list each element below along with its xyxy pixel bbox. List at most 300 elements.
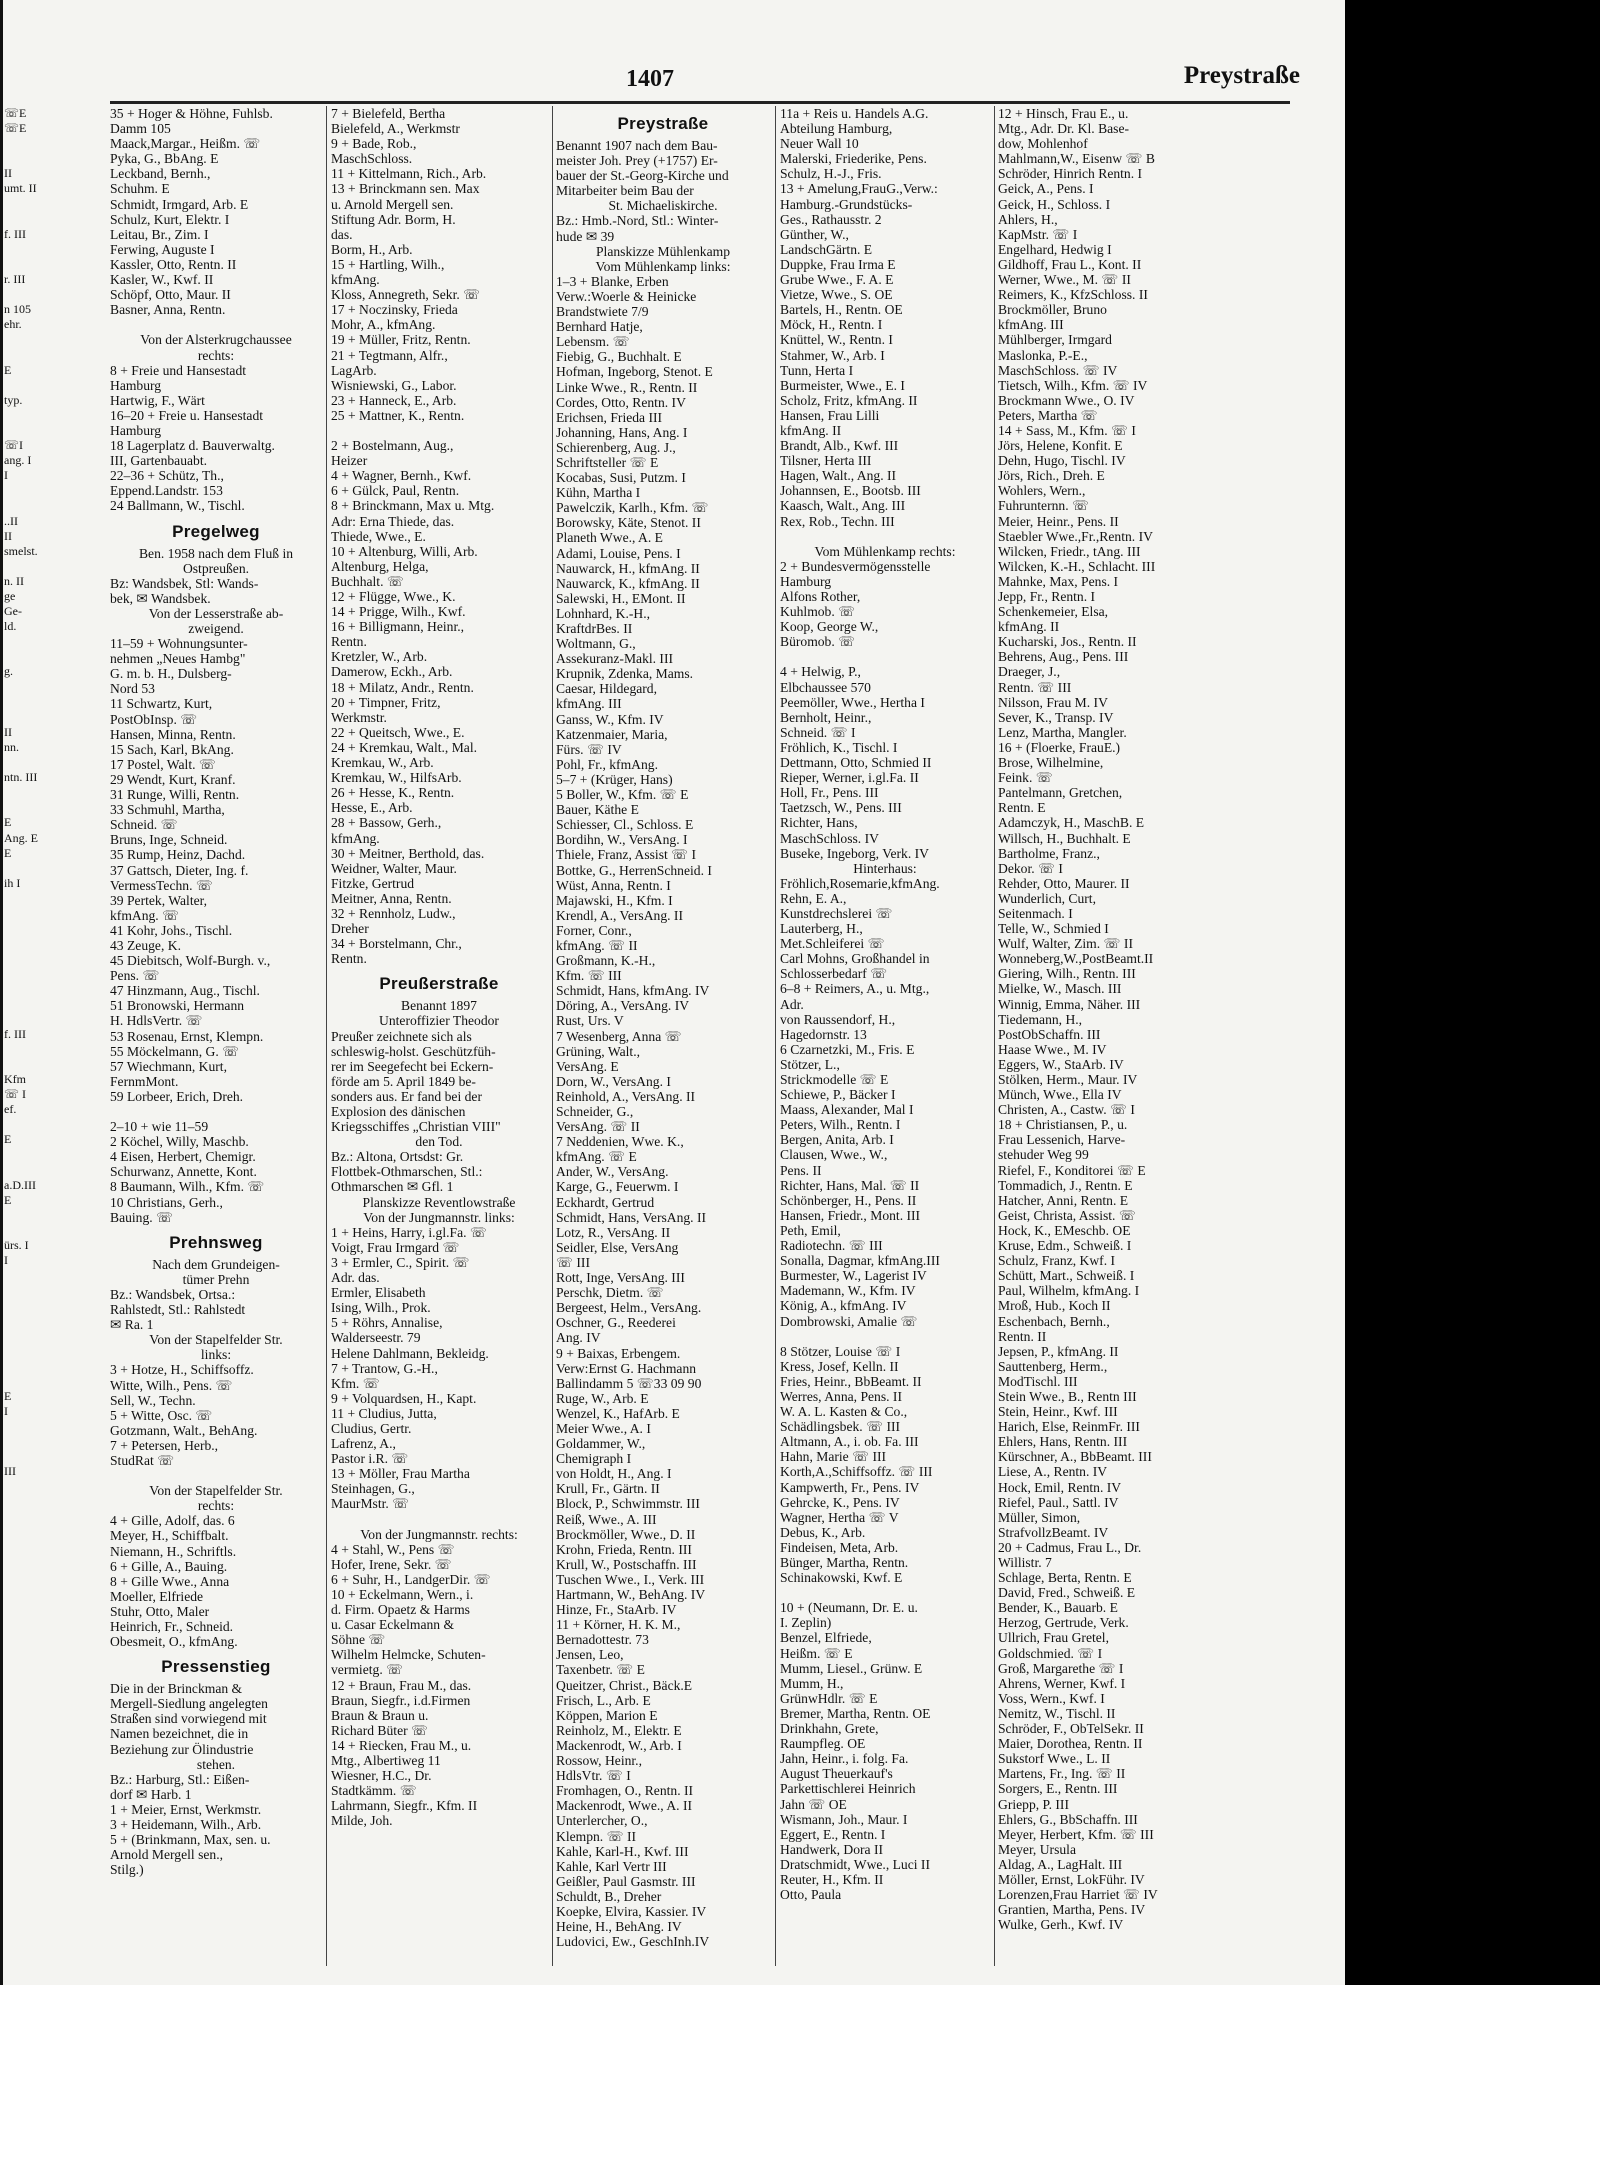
margin-fragment xyxy=(4,242,24,257)
directory-line: Mademann, W., Kfm. IV xyxy=(780,1283,916,1299)
blank-line xyxy=(331,423,547,438)
directory-line: Giering, Wilh., Rentn. III xyxy=(998,966,1136,982)
directory-line: 37 Gattsch, Dieter, Ing. f. xyxy=(110,862,249,878)
directory-line: Möck, H., Rentn. I xyxy=(780,317,883,333)
margin-fragment xyxy=(4,936,24,951)
directory-line: hude ✉ 39 xyxy=(556,228,615,244)
directory-line: Sever, K., Transp. IV xyxy=(998,709,1114,725)
directory-line: 11–59 + Wohnungsunter- xyxy=(110,636,248,652)
directory-line: Mackenrodt, Wwe., A. II xyxy=(556,1798,693,1814)
street-heading: Preystraße xyxy=(617,114,709,133)
margin-fragment: f. III xyxy=(4,1026,26,1041)
directory-line: Clausen, Wwe., W., xyxy=(780,1147,888,1163)
directory-line: Söhne ☏ xyxy=(331,1632,386,1648)
directory-line: Schuldt, B., Dreher xyxy=(556,1888,662,1904)
directory-line: Mühlberger, Irmgard xyxy=(998,332,1112,348)
margin-fragment xyxy=(4,483,24,498)
directory-line: St. Michaeliskirche. xyxy=(608,198,718,214)
directory-line: 18 + Milatz, Andr., Rentn. xyxy=(331,679,474,695)
directory-line: Arnold Mergell sen., xyxy=(110,1847,224,1863)
directory-line: 2–10 + wie 11–59 xyxy=(110,1119,209,1135)
directory-line: 5 + (Brinkmann, Max, sen. u. xyxy=(110,1832,271,1848)
directory-line: Tuschen Wwe., I., Verk. III xyxy=(556,1571,705,1587)
directory-line: König, A., kfmAng. IV xyxy=(780,1298,907,1314)
directory-line: Duppke, Frau Irma E xyxy=(780,256,896,272)
directory-line: Kassler, Otto, Rentn. II xyxy=(110,256,237,272)
directory-line: 14 + Riecken, Frau M., u. xyxy=(331,1737,472,1753)
margin-fragment xyxy=(4,997,24,1012)
directory-line: 11 Schwartz, Kurt, xyxy=(110,696,213,712)
directory-line: Reiß, Wwe., A. III xyxy=(556,1511,657,1527)
directory-line: HdlsVtr. ☏ I xyxy=(556,1768,631,1784)
directory-line: Moeller, Elfriede xyxy=(110,1588,204,1604)
directory-line: 13 + Brinckmann sen. Max xyxy=(331,181,480,197)
directory-line: Bz.: Harburg, Stl.: Eißen- xyxy=(110,1771,250,1787)
directory-line: Heizer xyxy=(331,453,368,469)
margin-fragment xyxy=(4,1434,24,1449)
directory-line: Dekor. ☏ I xyxy=(998,860,1063,876)
directory-line: 22 + Queitsch, Wwe., E. xyxy=(331,724,465,740)
directory-line: Adr. xyxy=(780,996,804,1012)
directory-line: 10 + Eckelmann, Wern., i. xyxy=(331,1587,474,1602)
directory-line: Jepsen, P., kfmAng. II xyxy=(998,1343,1119,1359)
directory-line: Goldschmied. ☏ I xyxy=(998,1645,1103,1661)
directory-line: Fromhagen, O., Rentn. II xyxy=(556,1783,694,1799)
directory-line: Bordihn, W., VersAng. I xyxy=(556,832,688,848)
directory-line: Mielke, W., Masch. III xyxy=(998,981,1122,997)
directory-line: Herzog, Gertrude, Verk. xyxy=(998,1615,1129,1631)
directory-line: Lahrmann, Siegfr., Kfm. II xyxy=(331,1798,478,1814)
margin-fragment: f. III xyxy=(4,226,26,241)
directory-line: Verw.:Woerle & Heinicke xyxy=(556,288,697,304)
directory-line: Sonalla, Dagmar, kfmAng.III xyxy=(780,1253,940,1269)
directory-line: Brockmöller, Wwe., D. II xyxy=(556,1526,696,1542)
directory-line: Woltmann, G., xyxy=(556,636,636,652)
directory-line: Christen, A., Castw. ☏ I xyxy=(998,1102,1135,1118)
directory-line: Rossow, Heinr., xyxy=(556,1753,642,1769)
directory-line: Reuter, H., Kfm. II xyxy=(780,1871,884,1887)
margin-fragment xyxy=(4,151,24,166)
directory-line: Reinholz, M., Elektr. E xyxy=(556,1722,682,1738)
directory-line: 6 Czarnetzki, M., Fris. E xyxy=(780,1041,915,1057)
directory-line: Fuhrunternn. ☏ xyxy=(998,498,1090,514)
directory-line: Schmidt, Irmgard, Arb. E xyxy=(110,196,249,212)
directory-line: schleswig-holst. Geschützfüh- xyxy=(331,1043,496,1059)
directory-line: Carl Mohns, Großhandel in xyxy=(780,951,930,967)
directory-line: 14 + Sass, M., Kfm. ☏ I xyxy=(998,422,1136,438)
margin-fragment: ge xyxy=(4,589,16,603)
directory-line: Adamczyk, H., MaschB. E xyxy=(998,815,1145,831)
directory-line: kfmAng. III xyxy=(556,696,622,712)
directory-line: 4 Eisen, Herbert, Chemigr. xyxy=(110,1149,256,1165)
directory-line: Hagedornstr. 13 xyxy=(780,1026,867,1042)
directory-line: Bernholt, Heinr., xyxy=(780,709,872,725)
directory-line: 26 + Hesse, K., Rentn. xyxy=(331,785,455,801)
directory-line: Pastor i.R. ☏ xyxy=(331,1451,409,1467)
directory-line: Unterlercher, O., xyxy=(556,1813,648,1829)
margin-fragment xyxy=(4,966,24,981)
directory-line: ☏ III xyxy=(556,1254,590,1270)
directory-line: Braun & Braun u. xyxy=(331,1707,429,1723)
directory-line: 35 Rump, Heinz, Dachd. xyxy=(110,847,246,863)
directory-line: 8 Stötzer, Louise ☏ I xyxy=(780,1343,901,1359)
directory-line: Walderseestr. 79 xyxy=(331,1330,421,1346)
directory-line: 47 Hinzmann, Aug., Tischl. xyxy=(110,983,260,999)
directory-line: 9 + Volquardsen, H., Kapt. xyxy=(331,1390,477,1406)
blank-line xyxy=(780,1585,990,1600)
directory-line: Perschk, Dietm. ☏ xyxy=(556,1285,664,1301)
directory-line: 8 Baumann, Wilh., Kfm. ☏ xyxy=(110,1179,265,1195)
directory-line: Hamburg xyxy=(110,377,162,393)
directory-line: 24 + Kremkau, Walt., Mal. xyxy=(331,739,478,755)
directory-line: Hartwig, F., Wärt xyxy=(110,392,205,408)
directory-line: PostObInsp. ☏ xyxy=(110,711,198,727)
directory-line: 19 + Müller, Fritz, Rentn. xyxy=(331,332,471,348)
margin-fragment xyxy=(4,1208,24,1223)
directory-line: 23 + Hanneck, E., Arb. xyxy=(331,392,457,408)
directory-line: Mroß, Hub., Koch II xyxy=(998,1298,1111,1314)
directory-line: Richard Büter ☏ xyxy=(331,1722,429,1738)
directory-line: 16 + (Floerke, FrauE.) xyxy=(998,739,1121,755)
directory-line: 9 + Bade, Rob., xyxy=(331,136,417,152)
column-5 xyxy=(998,106,1210,1971)
directory-line: Weidner, Walter, Maur. xyxy=(331,860,457,876)
directory-line: Borowsky, Käte, Stenot. II xyxy=(556,515,701,531)
directory-line: förde am 5. April 1849 be- xyxy=(331,1073,476,1089)
bottom-blank-area xyxy=(0,1985,1600,2177)
directory-line: Hartmann, W., BehAng. IV xyxy=(556,1587,706,1602)
directory-line: Nilsson, Frau M. IV xyxy=(998,694,1108,710)
directory-line: Eggers, W., StaArb. IV xyxy=(998,1056,1124,1072)
directory-line: Münch, Wwe., Ella IV xyxy=(998,1087,1122,1103)
directory-line: Goldammer, W., xyxy=(556,1436,646,1452)
directory-line: Bartels, H., Rentn. OE xyxy=(780,302,903,318)
directory-line: Winnig, Emma, Näher. III xyxy=(998,996,1141,1012)
directory-line: Paul, Wilhelm, kfmAng. I xyxy=(998,1283,1140,1299)
directory-line: Hansen, Friedr., Mont. III xyxy=(780,1207,921,1223)
directory-line: Büromob. ☏ xyxy=(780,634,856,650)
directory-line: Lafrenz, A., xyxy=(331,1436,396,1452)
margin-fragment: E xyxy=(4,1388,12,1403)
column-separator xyxy=(552,106,553,1966)
margin-fragment: ld. xyxy=(4,619,17,634)
column-separator xyxy=(326,106,327,1966)
directory-line: Taetzsch, W., Pens. III xyxy=(780,800,902,816)
directory-line: Burmeister, Wwe., E. I xyxy=(780,377,905,393)
directory-line: Schneid. ☏ xyxy=(110,817,178,833)
directory-line: Martens, Fr., Ing. ☏ II xyxy=(998,1766,1126,1782)
directory-line: Lorenzen,Frau Harriet ☏ IV xyxy=(998,1887,1158,1903)
directory-line: Fiebig, G., Buchhalt. E xyxy=(556,349,682,365)
directory-line: 29 Wendt, Kurt, Kranf. xyxy=(110,771,236,787)
column-separator xyxy=(994,106,995,1966)
margin-fragment xyxy=(4,891,24,906)
directory-line: von Raussendorf, H., xyxy=(780,1011,896,1027)
directory-line: Knüttel, W., Rentn. I xyxy=(780,332,893,348)
margin-fragment: ☏E xyxy=(4,106,27,120)
directory-line: Jörs, Rich., Dreh. E xyxy=(998,468,1105,484)
blank-line xyxy=(110,1468,322,1483)
directory-line: Handwerk, Dora II xyxy=(780,1841,884,1857)
margin-fragment: ..II xyxy=(4,513,18,528)
directory-line: Engelhard, Hedwig I xyxy=(998,241,1112,257)
directory-line: 30 + Meitner, Berthold, das. xyxy=(331,845,485,861)
directory-line: Bergeest, Helm., VersAng. xyxy=(556,1300,702,1316)
directory-line: u. Arnold Mergell sen. xyxy=(331,196,454,212)
directory-line: Schiesser, Cl., Schloss. E xyxy=(556,817,694,833)
directory-line: Stadtkämm. ☏ xyxy=(331,1783,417,1799)
directory-line: I. Zeplin) xyxy=(780,1615,832,1631)
page-left-edge xyxy=(0,0,3,1985)
directory-line: Schurwanz, Annette, Kont. xyxy=(110,1164,257,1180)
directory-line: MaschSchloss. ☏ IV xyxy=(998,362,1118,378)
directory-line: Taxenbetr. ☏ E xyxy=(556,1662,645,1678)
directory-line: Döring, A., VersAng. IV xyxy=(556,998,690,1014)
directory-line: Wunderlich, Curt, xyxy=(998,890,1096,906)
directory-line: Grube Wwe., F. A. E xyxy=(780,272,894,288)
directory-line: Tunn, Herta I xyxy=(780,362,854,378)
directory-line: Möller, Ernst, LokFühr. IV xyxy=(998,1871,1145,1887)
directory-line: Peters, Martha ☏ xyxy=(998,407,1098,423)
directory-line: 10 Christians, Gerh., xyxy=(110,1194,223,1210)
directory-line: Strickmodelle ☏ E xyxy=(780,1072,889,1087)
directory-line: d. Firm. Opaetz & Harms xyxy=(331,1602,470,1618)
directory-line: Lenz, Martha, Mangler. xyxy=(998,724,1127,740)
blank-line xyxy=(331,1512,547,1527)
directory-line: 34 + Borstelmann, Chr., xyxy=(331,936,462,952)
directory-line: 1–3 + Blanke, Erben xyxy=(556,273,669,289)
directory-line: 16–20 + Freie u. Hansestadt xyxy=(110,407,264,423)
directory-line: Maslonka, P.-E., xyxy=(998,347,1088,363)
directory-line: Rahlstedt, Stl.: Rahlstedt xyxy=(110,1302,246,1318)
directory-line: Pens. II xyxy=(780,1162,822,1178)
directory-line: Riefel, Paul., Sattl. IV xyxy=(998,1494,1119,1510)
margin-fragment: E xyxy=(4,362,12,377)
margin-fragment xyxy=(4,695,24,710)
margin-fragment xyxy=(4,1374,24,1389)
directory-line: 13 + Amelung,FrauG.,Verw.: xyxy=(780,181,938,197)
directory-line: Meyer, Herbert, Kfm. ☏ III xyxy=(998,1826,1154,1842)
directory-line: Von der Stapelfelder Str. xyxy=(149,1483,283,1499)
directory-line: Steinhagen, G., xyxy=(331,1481,415,1497)
directory-line: Linke Wwe., R., Rentn. II xyxy=(556,379,698,395)
directory-line: Borm, H., Arb. xyxy=(331,241,413,257)
directory-line: 20 + Timpner, Fritz, xyxy=(331,694,441,710)
directory-line: Geißler, Paul Gasmstr. III xyxy=(556,1873,696,1889)
directory-line: Draeger, J., xyxy=(998,664,1061,680)
directory-line: Schütt, Mart., Schweiß. I xyxy=(998,1268,1135,1284)
directory-line: Ehlers, Hans, Rentn. III xyxy=(998,1434,1128,1450)
directory-line: 25 + Mattner, K., Rentn. xyxy=(331,407,465,423)
directory-line: Korth,A.,Schiffsoffz. ☏ III xyxy=(780,1464,933,1480)
directory-line: kfmAng. ☏ II xyxy=(556,937,638,953)
margin-fragment xyxy=(4,906,24,921)
directory-line: Ostpreußen. xyxy=(182,560,250,576)
margin-fragment xyxy=(4,1419,24,1434)
directory-line: 22–36 + Schütz, Th., xyxy=(110,468,224,484)
directory-line: 21 + Tegtmann, Alfr., xyxy=(331,347,448,363)
directory-line: Wilcken, K.-H., Schlacht. III xyxy=(998,558,1156,574)
directory-line: Grantien, Martha, Pens. IV xyxy=(998,1902,1146,1918)
scanner-black-band xyxy=(1345,0,1600,1985)
directory-line: Dettmann, Otto, Schmied II xyxy=(780,755,932,771)
directory-line: 32 + Rennholz, Ludw., xyxy=(331,905,456,921)
directory-line: Rust, Urs. V xyxy=(556,1013,624,1029)
directory-line: Forner, Conr., xyxy=(556,922,632,938)
directory-line: Maier, Dorothea, Rentn. II xyxy=(998,1736,1143,1752)
directory-line: StrafvollzBeamt. IV xyxy=(998,1524,1109,1540)
margin-fragment xyxy=(4,710,24,725)
directory-line: MaschSchloss. xyxy=(331,151,413,167)
directory-line: Schulz, H.-J., Fris. xyxy=(780,166,882,182)
directory-line: 17 + Noczinsky, Frieda xyxy=(331,302,458,318)
margin-fragment xyxy=(4,649,24,664)
directory-line: Burmester, W., Lagerist IV xyxy=(780,1268,927,1284)
margin-fragment: n 105 xyxy=(4,302,31,317)
directory-line: Kuhlmob. ☏ xyxy=(780,604,856,620)
directory-line: Findeisen, Meta, Arb. xyxy=(780,1539,899,1555)
directory-line: Leckband, Bernh., xyxy=(110,166,211,182)
margin-fragment: ih I xyxy=(4,875,21,890)
directory-line: Bz.: Hmb.-Nord, Stl.: Winter- xyxy=(556,213,719,229)
margin-fragment xyxy=(4,498,24,513)
margin-fragment xyxy=(4,1359,24,1374)
street-heading: Prehnsweg xyxy=(169,1232,263,1252)
directory-line: Seitenmach. I xyxy=(998,905,1073,921)
directory-line: kfmAng. III xyxy=(998,317,1064,333)
margin-fragment xyxy=(4,800,24,815)
directory-line: KraftdrBes. II xyxy=(556,621,633,636)
directory-line: Rex, Rob., Techn. III xyxy=(780,513,895,529)
directory-line: Schröder, F., ObTelSekr. II xyxy=(998,1721,1144,1737)
directory-line: Dehn, Hugo, Tischl. IV xyxy=(998,453,1126,469)
directory-line: 5–7 + (Krüger, Hans) xyxy=(556,771,673,787)
directory-line: Stilg.) xyxy=(110,1862,144,1878)
directory-line: Rentn. II xyxy=(998,1328,1047,1344)
directory-line: Von der Stapelfelder Str. xyxy=(149,1332,283,1348)
directory-line: 12 + Braun, Frau M., das. xyxy=(331,1677,472,1693)
directory-line: 3 + Heidemann, Wilh., Arb. xyxy=(110,1817,262,1833)
directory-line: 41 Kohr, Johs., Tischl. xyxy=(110,922,233,938)
margin-fragment xyxy=(4,785,24,800)
directory-line: Bz.: Altona, Ortsdst: Gr. xyxy=(331,1149,464,1165)
directory-line: 8 + Freie und Hansestadt xyxy=(110,362,247,378)
directory-line: 3 + Ermler, C., Spirit. ☏ xyxy=(331,1254,470,1270)
directory-line: Obesmeit, O., kfmAng. xyxy=(110,1634,238,1650)
directory-line: Heinrich, Fr., Schneid. xyxy=(110,1619,234,1634)
directory-line: Krohn, Frieda, Rentn. III xyxy=(556,1541,692,1557)
directory-line: Drinkhahn, Grete, xyxy=(780,1721,879,1737)
directory-line: Salewski, H., EMont. II xyxy=(556,590,686,606)
directory-line: Mackenrodt, W., Arb. I xyxy=(556,1737,682,1753)
directory-line: Meier, Heinr., Pens. II xyxy=(998,513,1119,529)
directory-line: Feink. ☏ xyxy=(998,770,1053,786)
directory-line: Schneid. ☏ I xyxy=(780,724,856,740)
directory-line: Peemöller, Wwe., Hertha I xyxy=(780,694,925,710)
directory-line: Schröder, Hinrich Rentn. I xyxy=(998,166,1143,182)
directory-line: Lauterberg, H., xyxy=(780,921,863,937)
directory-line: Nauwarck, K., kfmAng. II xyxy=(556,575,700,591)
margin-fragment: ☏I xyxy=(4,438,24,453)
directory-line: Heine, H., BehAng. IV xyxy=(556,1919,682,1935)
directory-line: Jahn ☏ OE xyxy=(780,1796,847,1812)
street-heading: Preußerstraße xyxy=(379,974,499,994)
directory-line: Otto, Paula xyxy=(780,1887,842,1903)
directory-line: Fries, Heinr., BbBeamt. II xyxy=(780,1373,922,1389)
directory-line: Rentn. ☏ III xyxy=(998,679,1072,695)
directory-line: Basner, Anna, Rentn. xyxy=(110,302,226,318)
directory-line: kfmAng. II xyxy=(780,422,842,438)
margin-fragment xyxy=(4,1298,24,1313)
directory-line: Pens. ☏ xyxy=(110,968,160,984)
margin-fragment: ☏ I xyxy=(4,1087,27,1102)
margin-fragment xyxy=(4,1268,24,1283)
margin-fragment xyxy=(4,408,24,423)
margin-fragment xyxy=(4,1042,24,1057)
directory-line: Nord 53 xyxy=(110,681,155,697)
directory-line: Johanning, Hans, Ang. I xyxy=(556,424,688,440)
directory-line: Hansen, Frau Lilli xyxy=(780,407,880,423)
directory-line: Schmidt, Hans, VersAng. II xyxy=(556,1209,707,1225)
directory-line: Stuhr, Otto, Maler xyxy=(110,1603,210,1619)
directory-line: Pohl, Fr., kfmAng. xyxy=(556,756,658,772)
margin-fragment xyxy=(4,332,24,347)
blank-line xyxy=(110,1104,322,1119)
directory-line: 12 + Flügge, Wwe., K. xyxy=(331,589,456,604)
directory-line: Gildhoff, Frau L., Kont. II xyxy=(998,256,1142,272)
directory-line: Thiede, Wwe., E. xyxy=(331,528,426,544)
directory-line: Tommadich, J., Rentn. E xyxy=(998,1177,1133,1193)
directory-line: Kfm. ☏ xyxy=(331,1375,380,1391)
directory-line: 7 + Bielefeld, Bertha xyxy=(331,106,446,121)
directory-line: Schulz, Franz, Kwf. I xyxy=(998,1253,1116,1269)
margin-fragment: E xyxy=(4,1192,12,1207)
directory-line: Debus, K., Arb. xyxy=(780,1524,866,1540)
directory-line: MaschSchloss. IV xyxy=(780,830,879,846)
directory-line: Radiotechn. ☏ III xyxy=(780,1238,883,1254)
directory-line: Ullrich, Frau Gretel, xyxy=(998,1630,1109,1646)
directory-line: Bünger, Martha, Rentn. xyxy=(780,1555,909,1570)
directory-line: 2 + Bostelmann, Aug., xyxy=(331,438,454,454)
directory-line: Johannsen, E., Bootsb. III xyxy=(780,483,921,499)
directory-line: Großmann, K.-H., xyxy=(556,953,656,969)
directory-line: Voss, Wern., Kwf. I xyxy=(998,1690,1105,1706)
directory-line: Ahrens, Werner, Kwf. I xyxy=(998,1675,1126,1691)
directory-line: links: xyxy=(200,1347,232,1363)
directory-line: VersAng. ☏ II xyxy=(556,1119,640,1135)
directory-line: Nemitz, W., Tischl. II xyxy=(998,1705,1116,1721)
margin-fragment xyxy=(4,1223,24,1238)
directory-line: Dombrowski, Amalie ☏ xyxy=(780,1313,918,1329)
directory-line: Explosion des dänischen xyxy=(331,1104,466,1119)
directory-line: Braun, Siegfr., i.d.Firmen xyxy=(331,1692,471,1708)
directory-line: Caesar, Hildegard, xyxy=(556,681,657,697)
directory-line: Hagen, Walt., Ang. II xyxy=(780,468,897,484)
directory-line: 11a + Reis u. Handels A.G. xyxy=(780,106,929,121)
directory-line: das. xyxy=(331,226,353,242)
directory-line: Gotzmann, Walt., BehAng. xyxy=(110,1422,258,1438)
directory-line: Sukstorf Wwe., L. II xyxy=(998,1751,1111,1767)
directory-line: Harich, Else, ReinmFr. III xyxy=(998,1419,1140,1435)
directory-line: Ganss, W., Kfm. IV xyxy=(556,711,664,727)
directory-line: Fürs. ☏ IV xyxy=(556,741,622,757)
margin-fragment xyxy=(4,951,24,966)
directory-line: Hansen, Minna, Rentn. xyxy=(110,726,236,742)
directory-line: Ermler, Elisabeth xyxy=(331,1285,426,1301)
directory-line: Ben. 1958 nach dem Fluß in xyxy=(138,545,294,561)
directory-line: von Holdt, H., Ang. I xyxy=(556,1466,672,1482)
directory-line: Hinze, Fr., StaArb. IV xyxy=(556,1602,677,1618)
